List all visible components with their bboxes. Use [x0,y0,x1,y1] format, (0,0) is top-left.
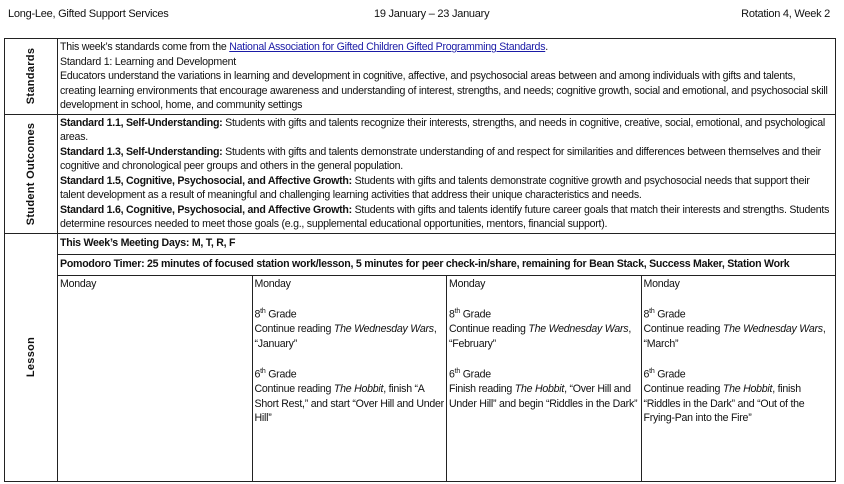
text: Continue reading [254,323,334,336]
standard-title: Standard 1: Learning and Development [60,55,236,68]
text: th [649,308,655,315]
standard-body: Educators understand the variations in learning and development in cognitive, affective, and psychosocial areas between and among individuals with gifts and talents, creating learning environments that encourage awareness and understanding of interest, strengths, and needs; cognitive growth, social and emotional, and psychosocial skill development in school, home, and community settings [60,70,828,111]
text: Finish reading [449,383,515,396]
outcomes-row [5,114,836,233]
text: Students with gifts and talents demonstrate cognitive growth and psychosocial needs that support their talent development as a result of meaningful and challenging learning activities that address their unique characteristics and needs. [60,174,810,201]
text: Grade [654,368,686,381]
lesson-row [5,233,836,481]
text: Grade [460,368,491,381]
text: th [260,308,266,315]
text: Continue reading [254,383,334,396]
text: Continue reading [449,323,529,336]
lesson-plan-table [4,38,836,482]
outcome-item [60,116,833,145]
lesson-label: Lesson [24,336,37,378]
outcome-item [60,174,833,203]
text: Standard 1.6, Cognitive, Psychosocial, and Affective Growth: [60,203,352,216]
text: Grade [654,308,686,321]
nagc-standards-link[interactable]: National Association for Gifted Children Gifted Programming Standards [229,41,546,53]
standards-intro: This week’s standards come from the [60,41,230,53]
text: th [454,308,460,315]
text: 8 [449,308,455,321]
text: 6 [643,368,650,381]
standards-label: Standards [24,48,37,105]
outcome-item [60,145,833,174]
text: Monday [254,277,291,290]
day-column [447,276,642,481]
text: The Hobbit [333,383,384,396]
text: , finish “Riddles in the Dark” and “Out of the Frying-Pan into the Fire” [643,383,805,425]
header-teacher: Long-Lee, Gifted Support Services [8,8,169,20]
text: Continue reading [643,383,723,396]
text: The Hobbit [722,383,773,396]
text: Grade [460,308,491,321]
outcome-item [60,203,833,232]
text: 8 [254,308,261,321]
header-rotation: Rotation 4, Week 2 [741,8,830,20]
header-dates: 19 January – 23 January [374,8,490,20]
text: Monday [60,277,97,290]
day-column [642,276,836,481]
text: Monday [449,277,486,290]
day-column [58,276,253,481]
text: Students with gifts and talents recognize their interests, strengths, and needs in cognitive, creative, social, emotional, and psychological areas. [60,116,825,143]
text: 8 [643,308,650,321]
text: , “January” [254,323,437,350]
text: 6 [449,368,455,381]
text: Students with gifts and talents identify future career goals that match their interests and strengths. Students determine resources needed to meet those goals (e.g., supplemental educational opportunities, mentors, financial support). [60,203,830,230]
text: Grade [265,368,297,381]
pomodoro-timer: Pomodoro Timer: 25 minutes of focused station work/lesson, 5 minutes for peer check-in/share, remaining for Bean Stack, Success Maker, Station Work [58,255,835,276]
text: , “March” [643,323,826,350]
day-columns [58,276,835,481]
text: The Hobbit [514,383,565,396]
day-column [253,276,448,481]
standards-row [5,39,836,115]
text: The Wednesday Wars [722,323,823,336]
text: Students with gifts and talents demonstrate understanding of and respect for similarities and differences between themselves and their cognitive and chronological peer groups and others in the general population. [60,145,821,172]
meeting-days: This Week’s Meeting Days: M, T, R, F [58,234,835,255]
text: Continue reading [643,323,723,336]
text: th [260,368,266,376]
text: , “Over Hill and Under Hill” and begin “Riddles in the Dark” [449,383,638,410]
text: Standard 1.3, Self-Understanding: [60,145,223,158]
text: The Wednesday Wars [333,323,434,336]
text: th [454,368,460,376]
text: The Wednesday Wars [528,323,629,336]
outcomes-label: Student Outcomes [24,122,37,225]
text: , finish “A Short Rest,” and start “Over Hill and Under Hill” [254,383,444,425]
intro-end: . [545,41,548,53]
text: Monday [643,277,680,290]
text: 6 [254,368,261,381]
text: , “February” [449,323,632,350]
text: Grade [265,308,297,321]
text: Standard 1.5, Cognitive, Psychosocial, and Affective Growth: [60,174,352,187]
text: Standard 1.1, Self-Understanding: [60,116,223,129]
text: th [649,368,655,376]
